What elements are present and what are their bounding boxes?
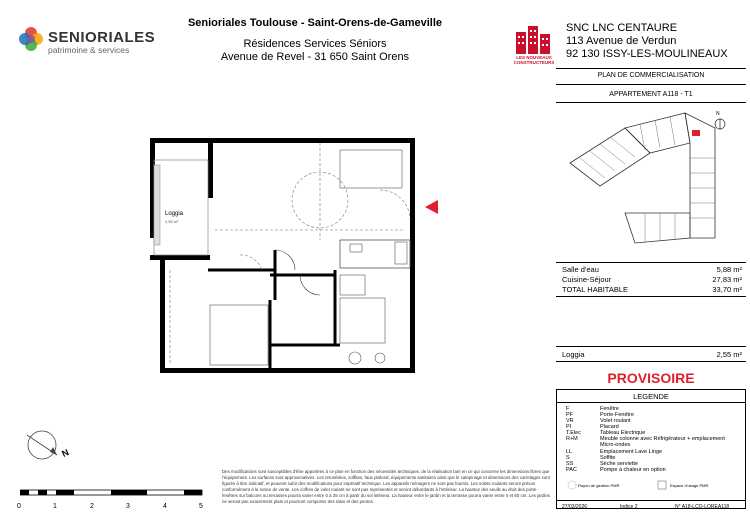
scale-tick-3: 3	[126, 503, 130, 510]
company-city: 92 130 ISSY-LES-MOULINEAUX	[566, 48, 728, 60]
surface-value-1: 27,83 m²	[712, 275, 742, 284]
legend-code-7: S	[566, 455, 570, 461]
compass-icon	[22, 425, 82, 470]
legend-code-4: T.Elec	[566, 430, 581, 436]
compass-north-label: N	[60, 447, 71, 459]
legend-text-9: Pompe à chaleur en option	[600, 467, 666, 473]
legend-code-2: VR	[566, 418, 574, 424]
footer-index: Indice 2	[620, 504, 638, 510]
building-location-plan	[565, 108, 740, 258]
legend-code-5: R+M	[566, 436, 578, 442]
brand-name: SENIORIALES	[48, 29, 156, 46]
legend-title: LEGENDE	[633, 392, 669, 401]
legend-divider	[556, 402, 746, 403]
footer-date: 27/03/2026	[562, 504, 588, 510]
loggia-label: Loggia	[165, 211, 184, 217]
legend-code-1: PF	[566, 412, 574, 418]
loggia-surface-value: 2,55 m²	[716, 350, 742, 359]
legend-text-6: Emplacement Lave Linge	[600, 449, 663, 455]
legend-code-9: PAC	[566, 467, 577, 473]
apartment-highlight	[692, 130, 700, 136]
pmr-space-icon	[658, 481, 666, 489]
apartment-label: APPARTEMENT A118 - T1	[609, 91, 693, 98]
legend-code-0: F	[566, 406, 570, 412]
disclaimer-notes: Des modifications sont susceptibles d'être apportées à ce plan en fonction des nécessités techniques, de la réalisation tant en ce qui concerne les dimensions libres que l'équipement. Les surfaces sont approximatives. Les retombées, soffites, faux plafond, équipements sanitaires ainsi que le calepinage et dimensions des carrelages sont figurés à titre indicatif, et peuvent subir des modifications pour impératif technique. Les appareils ménagers ne sont pas fournis. Les volets roulants seront prévus conformément à la notice de vente. Les coffres de volet roulant ne sont pas représentés et seront débordants à l'intérieur. La hauteur des seuils au droit des porte-fenêtres sur balcons ou terrasses pourra varier entre 0 à 35 cm à partir du sol intérieur. La hauteur entre le jardin et la terrasse pourra varier entre 0 et 60 cm. Les jardins ne seront pas exactement plats et pourront comporter des talus et des pentes.	[222, 469, 551, 504]
footer-rule	[556, 500, 746, 501]
legend-text-5: Meuble colonne avec Réfrigérateur + emplacement Micro-ondes	[600, 436, 725, 449]
legend-text-8: Sèche serviette	[600, 461, 638, 467]
status-provisoire: PROVISOIRE	[607, 370, 695, 386]
scale-bar	[20, 488, 210, 500]
builder-logo-text: LES NOUVEAUX CONSTRUCTEURS	[513, 55, 555, 65]
brand-tagline: patrimoine & services	[48, 45, 130, 55]
company-name: SNC LNC CENTAURE	[566, 22, 678, 34]
scale-tick-0: 0	[17, 503, 21, 510]
legend-text-4: Tableau Electrique	[600, 430, 646, 436]
legend-text-1: Porte-Fenêtre	[600, 412, 634, 418]
scale-tick-4: 4	[163, 503, 167, 510]
panel-divider	[556, 102, 746, 103]
legend-text-3: Placard	[600, 424, 619, 430]
panel-divider	[556, 84, 746, 85]
table-top-rule	[556, 262, 746, 263]
loggia-area: 2,55 m²	[165, 219, 179, 224]
table-bottom-rule	[556, 361, 746, 362]
project-address: Avenue de Revel - 31 650 Saint Orens	[220, 51, 410, 63]
legend-text-2: Volet roulant	[600, 418, 631, 424]
total-label: TOTAL HABITABLE	[562, 285, 628, 294]
total-value: 33,70 m²	[712, 285, 742, 294]
legend-text-7: Soffite	[600, 455, 616, 461]
brand-flower-icon	[18, 26, 44, 52]
legend-code-3: PI	[566, 424, 572, 430]
table-divider	[556, 296, 746, 297]
seniориales-logo	[18, 26, 44, 52]
legend-code-6: LL	[566, 449, 573, 455]
legend-text-0: Fenêtre	[600, 406, 619, 412]
plan-label: PLAN DE COMMERCIALISATION	[597, 72, 705, 79]
table-divider	[556, 346, 746, 347]
legend-pmr-turning: Rayon de giration PMR	[578, 483, 620, 488]
panel-top-rule	[556, 68, 746, 69]
surface-label-0: Salle d'eau	[562, 265, 599, 274]
floor-plan	[140, 130, 440, 380]
legend-pmr-space: Espace d'usage PMR	[670, 483, 709, 488]
north-label: N	[716, 111, 720, 117]
pmr-turning-icon	[568, 481, 576, 489]
project-title: Senioriales Toulouse - Saint-Orens-de-Gameville	[187, 17, 443, 29]
company-street: 113 Avenue de Verdun	[566, 35, 677, 47]
entry-arrow-icon	[425, 200, 438, 214]
surface-value-0: 5,88 m²	[716, 265, 742, 274]
scale-tick-2: 2	[90, 503, 94, 510]
project-subtitle: Résidences Services Séniors	[243, 38, 387, 50]
scale-tick-1: 1	[53, 503, 57, 510]
scale-tick-5: 5	[199, 503, 203, 510]
legend-code-8: SS	[566, 461, 574, 467]
surface-label-1: Cuisine-Séjour	[562, 275, 612, 284]
footer-ref: N° A18-LCO-LOREA118	[675, 504, 730, 510]
loggia-surface-label: Loggia	[562, 350, 585, 359]
